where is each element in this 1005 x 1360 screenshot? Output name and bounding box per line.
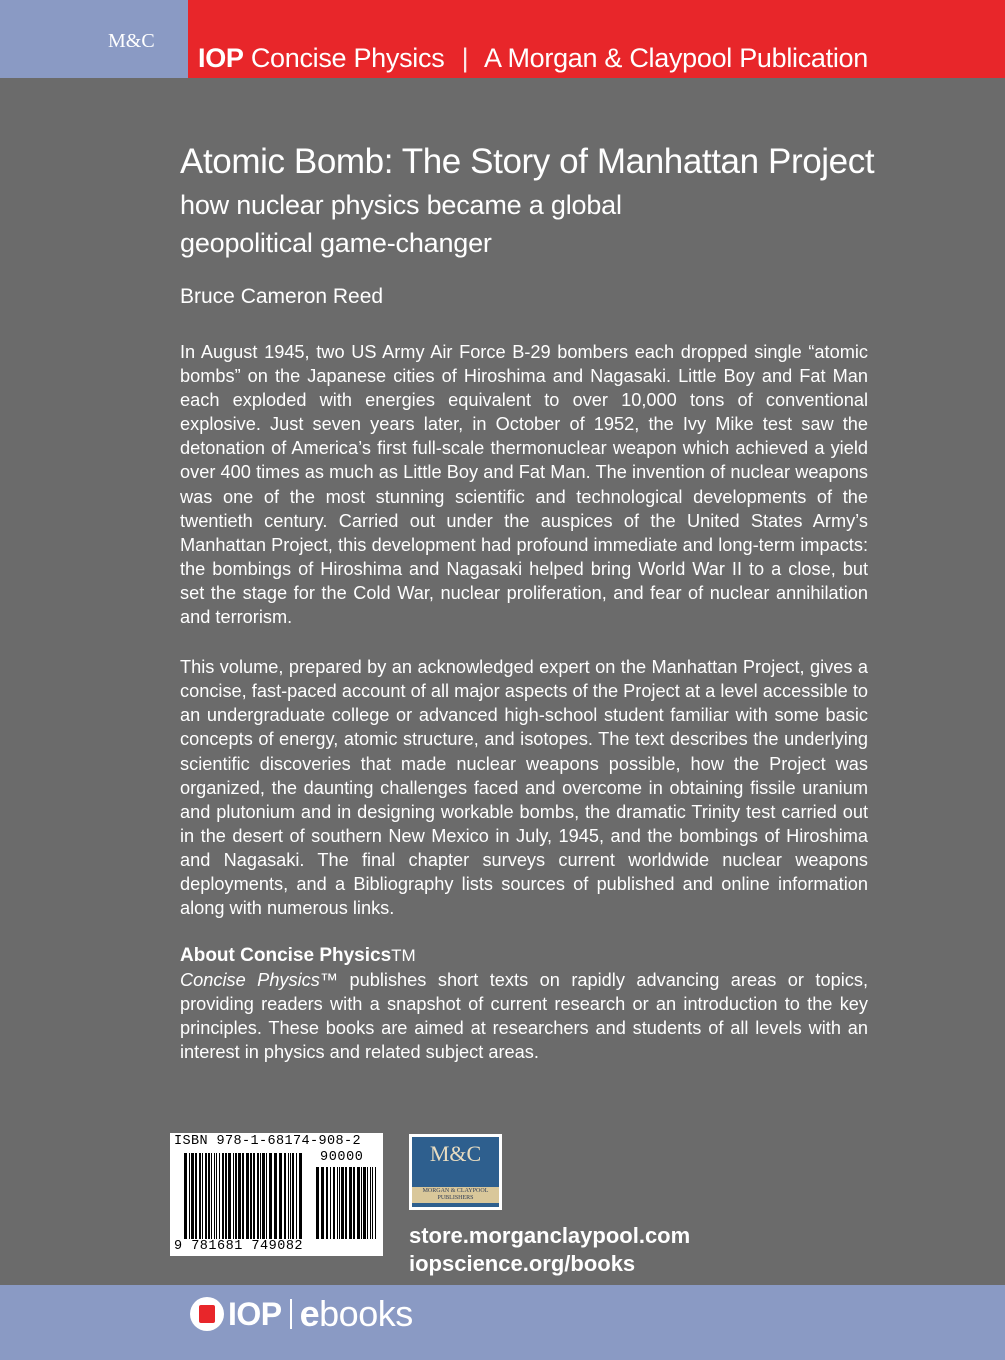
- barcode-bar: [246, 1153, 249, 1239]
- logo-inner: [412, 1137, 499, 1207]
- barcode-bar: [361, 1167, 362, 1239]
- barcode-addon-code: 90000: [320, 1150, 364, 1165]
- barcode-bar: [205, 1153, 207, 1239]
- series-brand: IOP: [198, 43, 244, 73]
- barcode-bar: [363, 1167, 366, 1239]
- barcode-bar: [191, 1153, 194, 1239]
- barcode-bar: [326, 1167, 328, 1239]
- ebooks-rest: books: [319, 1293, 413, 1334]
- barcode-bar: [253, 1153, 255, 1239]
- barcode-bar: [250, 1153, 252, 1239]
- logo-mark: M&C: [429, 1141, 482, 1166]
- store-link[interactable]: store.morganclaypool.com: [409, 1223, 691, 1248]
- mc-logo-mark: M&C: [108, 30, 155, 52]
- about-body: publishes short texts on rapidly advancing areas or topics, providing readers with a snapshot of current research or an introduction to the key principles. These books are aimed at researchers and students of all levels with an interest in physics and related subject areas.: [180, 970, 868, 1063]
- iopscience-link[interactable]: iopscience.org/books: [409, 1251, 636, 1276]
- barcode-bar: [260, 1153, 261, 1239]
- barcode-bar: [279, 1153, 282, 1239]
- footer-ebooks: [300, 1293, 413, 1335]
- barcode-bar: [222, 1153, 224, 1239]
- barcode-bar: [228, 1153, 231, 1239]
- description-paragraph-1: In August 1945, two US Army Air Force B-29 bombers each dropped single “atomic bombs” on the Japanese cities of Hiroshima and Nagasaki. Little Boy and Fat Man each exploded with energies equivalent to over 10,000 tons of conventional explosive. Just seven years later, in October of 1952, the Ivy Mike test saw the detonation of America’s first full-scale thermonuclear weapon which achieved a yield over 400 times as much as Little Boy and Fat Man. The invention of nuclear weapons was one of the most stunning scientific and technological developments of the twentieth century. Carried out under the auspices of the United States Army’s Manhattan Project, this development had profound immediate and long-term impacts: the bombings of Hiroshima and Nagasaki helped bring World War II to a close, but set the stage for the Cold War, nuclear proliferation, and fear of nuclear annihilation and terrorism.: [180, 342, 868, 628]
- barcode-bar: [345, 1167, 347, 1239]
- barcode-bar: [242, 1153, 244, 1239]
- barcode-bar: [208, 1153, 210, 1239]
- footer-divider: [290, 1299, 292, 1329]
- barcode-bar: [266, 1153, 267, 1239]
- barcode-bar: [333, 1167, 335, 1239]
- barcode-bar: [199, 1153, 201, 1239]
- logo-band-text: MORGAN & CLAYPOOL PUBLISHERS: [412, 1187, 499, 1203]
- barcode-bar: [216, 1153, 217, 1239]
- barcode-bar: [299, 1153, 302, 1239]
- barcode-bar: [189, 1153, 190, 1239]
- barcode-bar: [341, 1167, 344, 1239]
- ebooks-prefix: e: [299, 1293, 320, 1334]
- barcode-bar: [353, 1167, 355, 1239]
- footer-brand: IOP: [228, 1295, 282, 1332]
- barcode-bar: [357, 1167, 360, 1239]
- barcode-bar: [370, 1167, 371, 1239]
- series-separator: |: [461, 43, 469, 73]
- barcode-bar: [284, 1153, 286, 1239]
- about-heading: [180, 944, 868, 968]
- about-heading-text: About Concise Physics: [180, 945, 392, 967]
- barcode-bar: [296, 1153, 297, 1239]
- barcode-addon-bars: [316, 1167, 378, 1239]
- store-links: [409, 1222, 690, 1278]
- description-paragraph-2: This volume, prepared by an acknowledged expert on the Manhattan Project, gives a concise, fast-paced account of all major aspects of the Project at a level accessible to an undergraduate college or advanced high-school student familiar with some basic concepts of energy, atomic structure, and isotopes. The text describes the underlying scientific discoveries that made nuclear weapons possible, how the Project was organized, the daunting challenges faced and overcome in obtaining fissile uranium and plutonium and in designing workable bombs, the dramatic Trinity test carried out in the desert of southern New Mexico in July, 1945, and the bombings of Hiroshima and Nagasaki. The final chapter surveys current worldwide nuclear weapons deployments, and a Bibliography lists sources of published and online information along with numerous links.: [180, 657, 868, 919]
- barcode-bar: [214, 1153, 215, 1239]
- ean-digits: 9 781681 749082: [174, 1239, 304, 1254]
- back-cover-content: [180, 140, 875, 1065]
- header-bar: [0, 0, 1005, 78]
- morgan-claypool-logo: [409, 1134, 502, 1210]
- barcode-bar: [349, 1167, 352, 1239]
- barcode-bar: [269, 1153, 272, 1239]
- barcode-main-bars: [184, 1153, 302, 1239]
- about-lead-italic: Concise Physics: [180, 970, 320, 991]
- barcode-bar: [262, 1153, 265, 1239]
- about-text: [180, 968, 868, 1064]
- barcode-bar: [211, 1153, 212, 1239]
- footer-bar: [0, 1285, 1005, 1360]
- barcode-bar: [292, 1153, 294, 1239]
- barcode-bar: [219, 1153, 220, 1239]
- about-lead-tm: ™: [319, 970, 339, 991]
- book-title: Atomic Bomb: The Story of Manhattan Project: [180, 142, 875, 181]
- barcode-bar: [375, 1167, 376, 1239]
- barcode-bar: [337, 1167, 338, 1239]
- isbn-label: ISBN 978-1-68174-908-2: [174, 1134, 362, 1149]
- barcode-bar: [288, 1153, 289, 1239]
- barcode-bar: [316, 1167, 319, 1239]
- series-line: [198, 42, 868, 74]
- publisher-line: A Morgan & Claypool Publication: [484, 43, 868, 73]
- header-logo-box: [0, 0, 188, 78]
- barcode-bar: [225, 1153, 227, 1239]
- book-subtitle: how nuclear physics became a global geopolitical game-changer: [180, 190, 622, 258]
- barcode-bar: [195, 1153, 197, 1239]
- barcode-bar: [274, 1153, 277, 1239]
- series-name: Concise Physics: [250, 43, 445, 73]
- about-heading-tm: TM: [391, 946, 416, 966]
- barcode-bar: [321, 1167, 324, 1239]
- barcode-bar: [330, 1167, 331, 1239]
- barcode-bar: [290, 1153, 291, 1239]
- barcode-bar: [233, 1153, 234, 1239]
- barcode-bar: [367, 1167, 368, 1239]
- barcode-bar: [184, 1153, 187, 1239]
- barcode-bar: [372, 1167, 373, 1239]
- barcode-bar: [257, 1153, 259, 1239]
- barcode-bar: [238, 1153, 241, 1239]
- barcode-bar: [202, 1153, 203, 1239]
- iop-ebooks-logo: [190, 1293, 413, 1337]
- iop-book-icon: [190, 1297, 224, 1331]
- barcode-bar: [235, 1153, 237, 1239]
- book-author: Bruce Cameron Reed: [180, 285, 384, 308]
- barcode-bar: [339, 1167, 340, 1239]
- isbn-barcode: [170, 1133, 383, 1256]
